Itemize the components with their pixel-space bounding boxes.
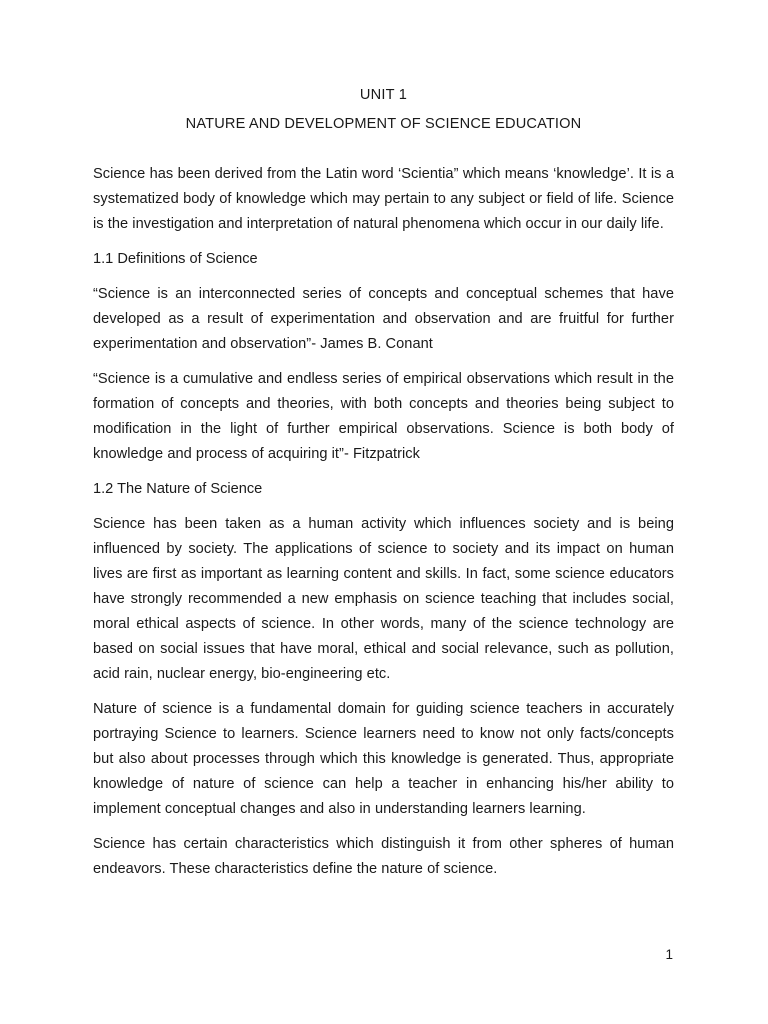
section-heading-nature: 1.2 The Nature of Science [93, 481, 263, 497]
intro-paragraph: Science has been derived from the Latin word ‘Scientia” which means ‘knowledge’. It is a systematized body of knowledge which may pertain to any subject or field of life. Science is the investigation and interpretation of natural phenomena which occur in our daily life. [93, 166, 674, 232]
page-number: 1 [665, 947, 673, 962]
unit-label: UNIT 1 [359, 87, 408, 103]
quote-fitzpatrick: “Science is a cumulative and endless series of empirical observations which result in the formation of concepts and theories, with both concepts and theories being subject to modification in the light of further empirical observations. Science is both body of knowledge and process of acquiring it”- Fitzpatrick [93, 371, 674, 462]
document-page [93, 84, 674, 882]
quote-conant: “Science is an interconnected series of concepts and conceptual schemes that have developed as a result of experimentation and observation and are fruitful for further experimentation and observation”- James B. Conant [93, 286, 674, 352]
nature-paragraph-2: Nature of science is a fundamental domain for guiding science teachers in accurately portraying Science to learners. Science learners need to know not only facts/concepts but also about processes through which this knowledge is generated. Thus, appropriate knowledge of nature of science can help a teacher in enhancing his/her ability to implement conceptual changes and also in understanding learners learning. [93, 701, 674, 817]
nature-paragraph-1: Science has been taken as a human activity which influences society and is being influenced by society. The applications of science to society and its impact on human lives are first as important as learning content and skills. In fact, some science educators have strongly recommended a new emphasis on science teaching that includes social, moral ethical aspects of science. In other words, many of the science technology are based on social issues that have moral, ethical and social relevance, such as pollution, acid rain, nuclear energy, bio-engineering etc. [93, 516, 674, 682]
chapter-title: NATURE AND DEVELOPMENT OF SCIENCE EDUCATION [185, 116, 582, 132]
nature-paragraph-3: Science has certain characteristics which distinguish it from other spheres of human endeavors. These characteristics define the nature of science. [93, 836, 674, 877]
section-heading-definitions: 1.1 Definitions of Science [93, 251, 258, 267]
